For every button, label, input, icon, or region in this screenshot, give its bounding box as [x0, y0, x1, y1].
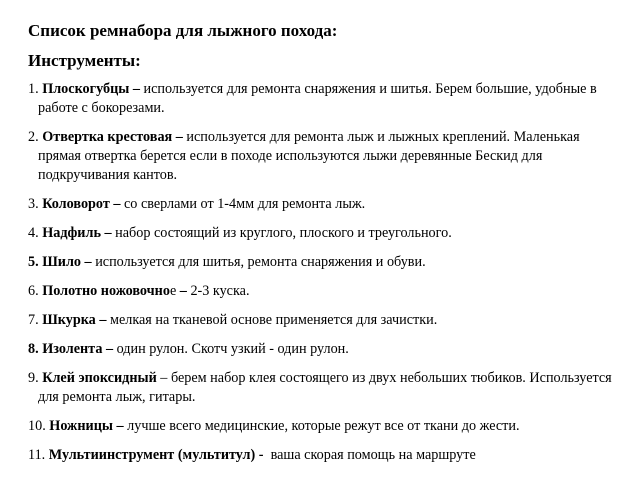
item-description: используется для ремонта лыж и лыжных креплений. Маленькая прямая отвертка берется если в походе используются лыжи деревянные Бескид для подкручивания кантов. — [38, 129, 580, 183]
item-name-dash: – — [156, 370, 168, 386]
item-number: 1. — [28, 81, 39, 97]
section-heading-tools: Инструменты: — [28, 51, 141, 70]
item-name: Шило – — [42, 254, 92, 270]
item-description: лучше всего медицинские, которые режут все от ткани до жести. — [127, 418, 520, 434]
list-item — [28, 446, 618, 465]
item-name: Отвертка крестовая – — [42, 129, 183, 145]
item-number: 2. — [28, 129, 39, 145]
item-name: Полотно ножовочно — [42, 283, 170, 299]
item-name: Ножницы – — [49, 418, 124, 434]
item-number: 10. — [28, 418, 46, 434]
list-item — [28, 311, 618, 330]
item-number: 3. — [28, 196, 39, 212]
item-description: используется для шитья, ремонта снаряжения и обуви. — [95, 254, 426, 270]
item-description: ваша скорая помощь на маршруте — [270, 447, 476, 463]
list-item — [28, 282, 618, 301]
item-description: набор состоящий из круглого, плоского и треугольного. — [115, 225, 452, 241]
list-item — [28, 80, 618, 118]
item-name: Плоскогубцы – — [42, 81, 140, 97]
item-description: со сверлами от 1-4мм для ремонта лыж. — [124, 196, 366, 212]
item-name-tail: е — [169, 283, 177, 299]
list-item — [28, 369, 618, 407]
item-number: 7. — [28, 312, 39, 328]
item-number: 11. — [28, 447, 46, 463]
item-description: мелкая на тканевой основе применяется для зачистки. — [109, 312, 438, 328]
item-description: один рулон. Скотч узкий - один рулон. — [116, 341, 349, 357]
tools-list — [28, 80, 618, 465]
list-item — [28, 128, 618, 185]
item-name: Изолента – — [42, 341, 114, 357]
item-number: 5. — [28, 254, 39, 270]
list-item — [28, 340, 618, 359]
item-name: Шкурка – — [42, 312, 107, 328]
item-name: Надфиль – — [42, 225, 112, 241]
item-description: 2-3 куска. — [190, 283, 250, 299]
item-number: 6. — [28, 283, 39, 299]
list-item — [28, 417, 618, 436]
list-item — [28, 253, 618, 272]
document-title: Список ремнабора для лыжного похода: — [28, 21, 338, 40]
item-name: Коловорот – — [42, 196, 121, 212]
item-number: 4. — [28, 225, 39, 241]
item-name: Мультиинструмент (мультитул) - — [48, 447, 264, 463]
list-item — [28, 224, 618, 243]
item-description: используется для ремонта снаряжения и шитья. Берем большие, удобные в работе с бокорезами. — [38, 81, 597, 116]
document-body — [28, 20, 618, 475]
item-number: 9. — [28, 370, 39, 386]
item-name-dash: – — [176, 283, 187, 299]
list-item — [28, 195, 618, 214]
item-description: берем набор клея состоящего из двух небольших тюбиков. Используется для ремонта лыж, гитары. — [38, 370, 612, 405]
item-name: Клей эпоксидный — [42, 370, 157, 386]
item-number: 8. — [28, 341, 39, 357]
